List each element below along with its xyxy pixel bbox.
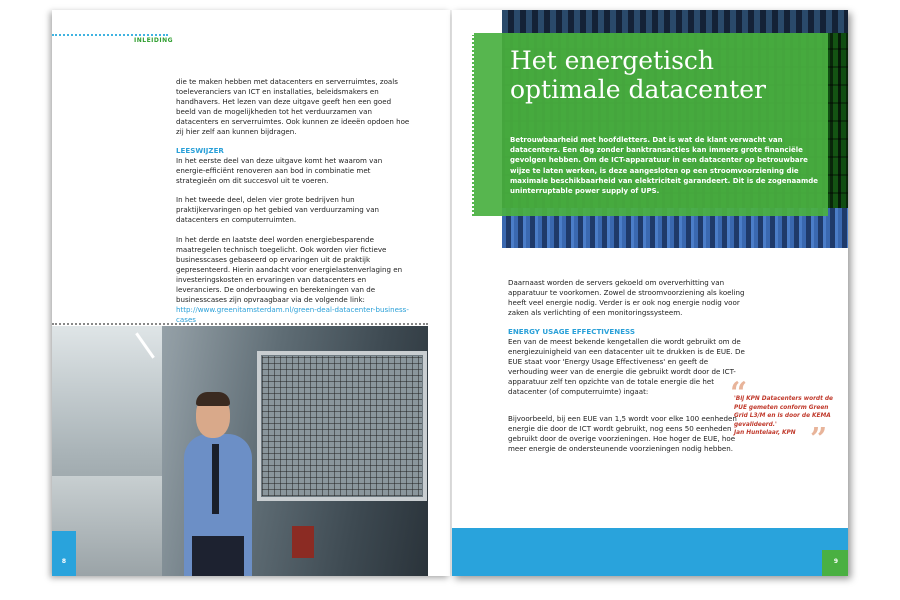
guard-tie xyxy=(212,444,219,514)
guard-hair xyxy=(196,392,230,406)
right-page-blue-bar xyxy=(452,528,848,576)
close-quote-icon: ” xyxy=(810,422,828,457)
guard-pants xyxy=(192,536,244,576)
intro-text: Betrouwbaarheid met hoofdletters. Dat is wat de klant verwacht van datacenters. Een dag zonder banktransacties kan immers grote financiële gevolgen hebben. Om de ICT-apparatuur in een datacenter op betrouwbare wijze te laten werken, is deze aangesloten op een stroomvoorziening die maximale beschikbaarheid van elektriciteit garandeert. Dit is de zogenaamde uninterruptable power supply of UPS. xyxy=(510,136,819,196)
page-title: Het energetisch optimale datacenter xyxy=(510,46,766,104)
paragraph-1: In het eerste deel van deze uitgave komt het waarom van energie-efficiënt renoveren aan bod in combinatie met strategieën om dit succesvol uit te voeren. xyxy=(176,156,383,185)
server-rack-top xyxy=(502,10,848,33)
paragraph-2: Een van de meest bekende kengetallen die wordt gebruikt om de energiezuinigheid van een datacenter uit te drukken is de EUE. De EUE staat voor 'Energy Usage Effectiveness' en geeft de verhouding weer van de energie die gebruikt wordt door de ICT-apparatuur zelf ten opzichte van de totale energie die het datacenter (of computerruimte) ingaat: xyxy=(508,337,745,396)
subheading-eue: ENERGY USAGE EFFECTIVENESS xyxy=(508,327,635,336)
open-quote-icon: “ xyxy=(730,376,748,411)
section-rule xyxy=(52,34,168,36)
business-cases-link[interactable]: http://www.greenitamsterdam.nl/green-deal-datacenter-business-cases xyxy=(176,305,409,324)
quote-author: Jan Huntelaar, KPN xyxy=(734,430,796,437)
paragraph-3: In het derde en laatste deel worden energiebesparende maatregelen technisch toegelicht. Ook worden vier fictieve businesscases gebaseerd op ervaringen uit de praktijk gepresenteerd. Hierin aandacht voor energielastenverlaging en investeringskosten en ervaringen van datacenters en leveranciers. De onderbouwing en berekeningen van de businesscases zijn opvraagbaar via de volgende link: xyxy=(176,235,403,304)
wall-sign xyxy=(292,526,314,558)
left-page xyxy=(52,10,450,576)
title-dotted-rule xyxy=(472,33,474,298)
section-label: INLEIDING xyxy=(134,37,174,44)
paragraph-2: In het tweede deel, delen vier grote bedrijven hun praktijkervaringen op het gebied van verduurzaming van datacenters en computerruimten. xyxy=(176,195,380,224)
paragraph-3: Bijvoorbeeld, bij een EUE van 1,5 wordt voor elke 100 eenheden energie die door de ICT wordt gebruikt, nog eens 50 eenheden gebruikt door de overige voorzieningen. Hoe hoger de EUE, hoe meer energie de ondersteunende voorzieningen nodig hebben. xyxy=(508,414,737,453)
server-cage xyxy=(262,356,422,496)
paragraph-1: Daarnaast worden de servers gekoeld om oververhitting van apparatuur te voorkomen. Zowel de stroomvoorziening als koeling heeft veel energie nodig. Verder is er ook nog energie nodig voor zaken als verlichting of een monitoringssysteem. xyxy=(508,278,745,317)
page-number-left: 8 xyxy=(61,558,67,565)
page-number-right: 9 xyxy=(833,558,839,565)
datacenter-photo xyxy=(52,326,428,576)
subheading-leeswijzer: LEESWIJZER xyxy=(176,146,224,155)
right-page xyxy=(452,10,848,576)
intro-paragraph: die te maken hebben met datacenters en serverruimtes, zoals toeleveranciers van ICT en installaties, beleidsmakers en handhavers. Het lezen van deze uitgave geeft hen een goed beeld van de mogelijkheden tot het verduurzamen van datacenters en serverruimtes. Ook kunnen ze ideeën opdoen hoe zij hier zelf aan kunnen bijdragen. xyxy=(176,77,410,136)
photo-dotted-rule xyxy=(52,323,428,325)
quote-text: 'Bij KPN Datacenters wordt de PUE gemeten conform Green Grid L3/M en is door de KEMA gevalideerd.' xyxy=(734,396,833,428)
